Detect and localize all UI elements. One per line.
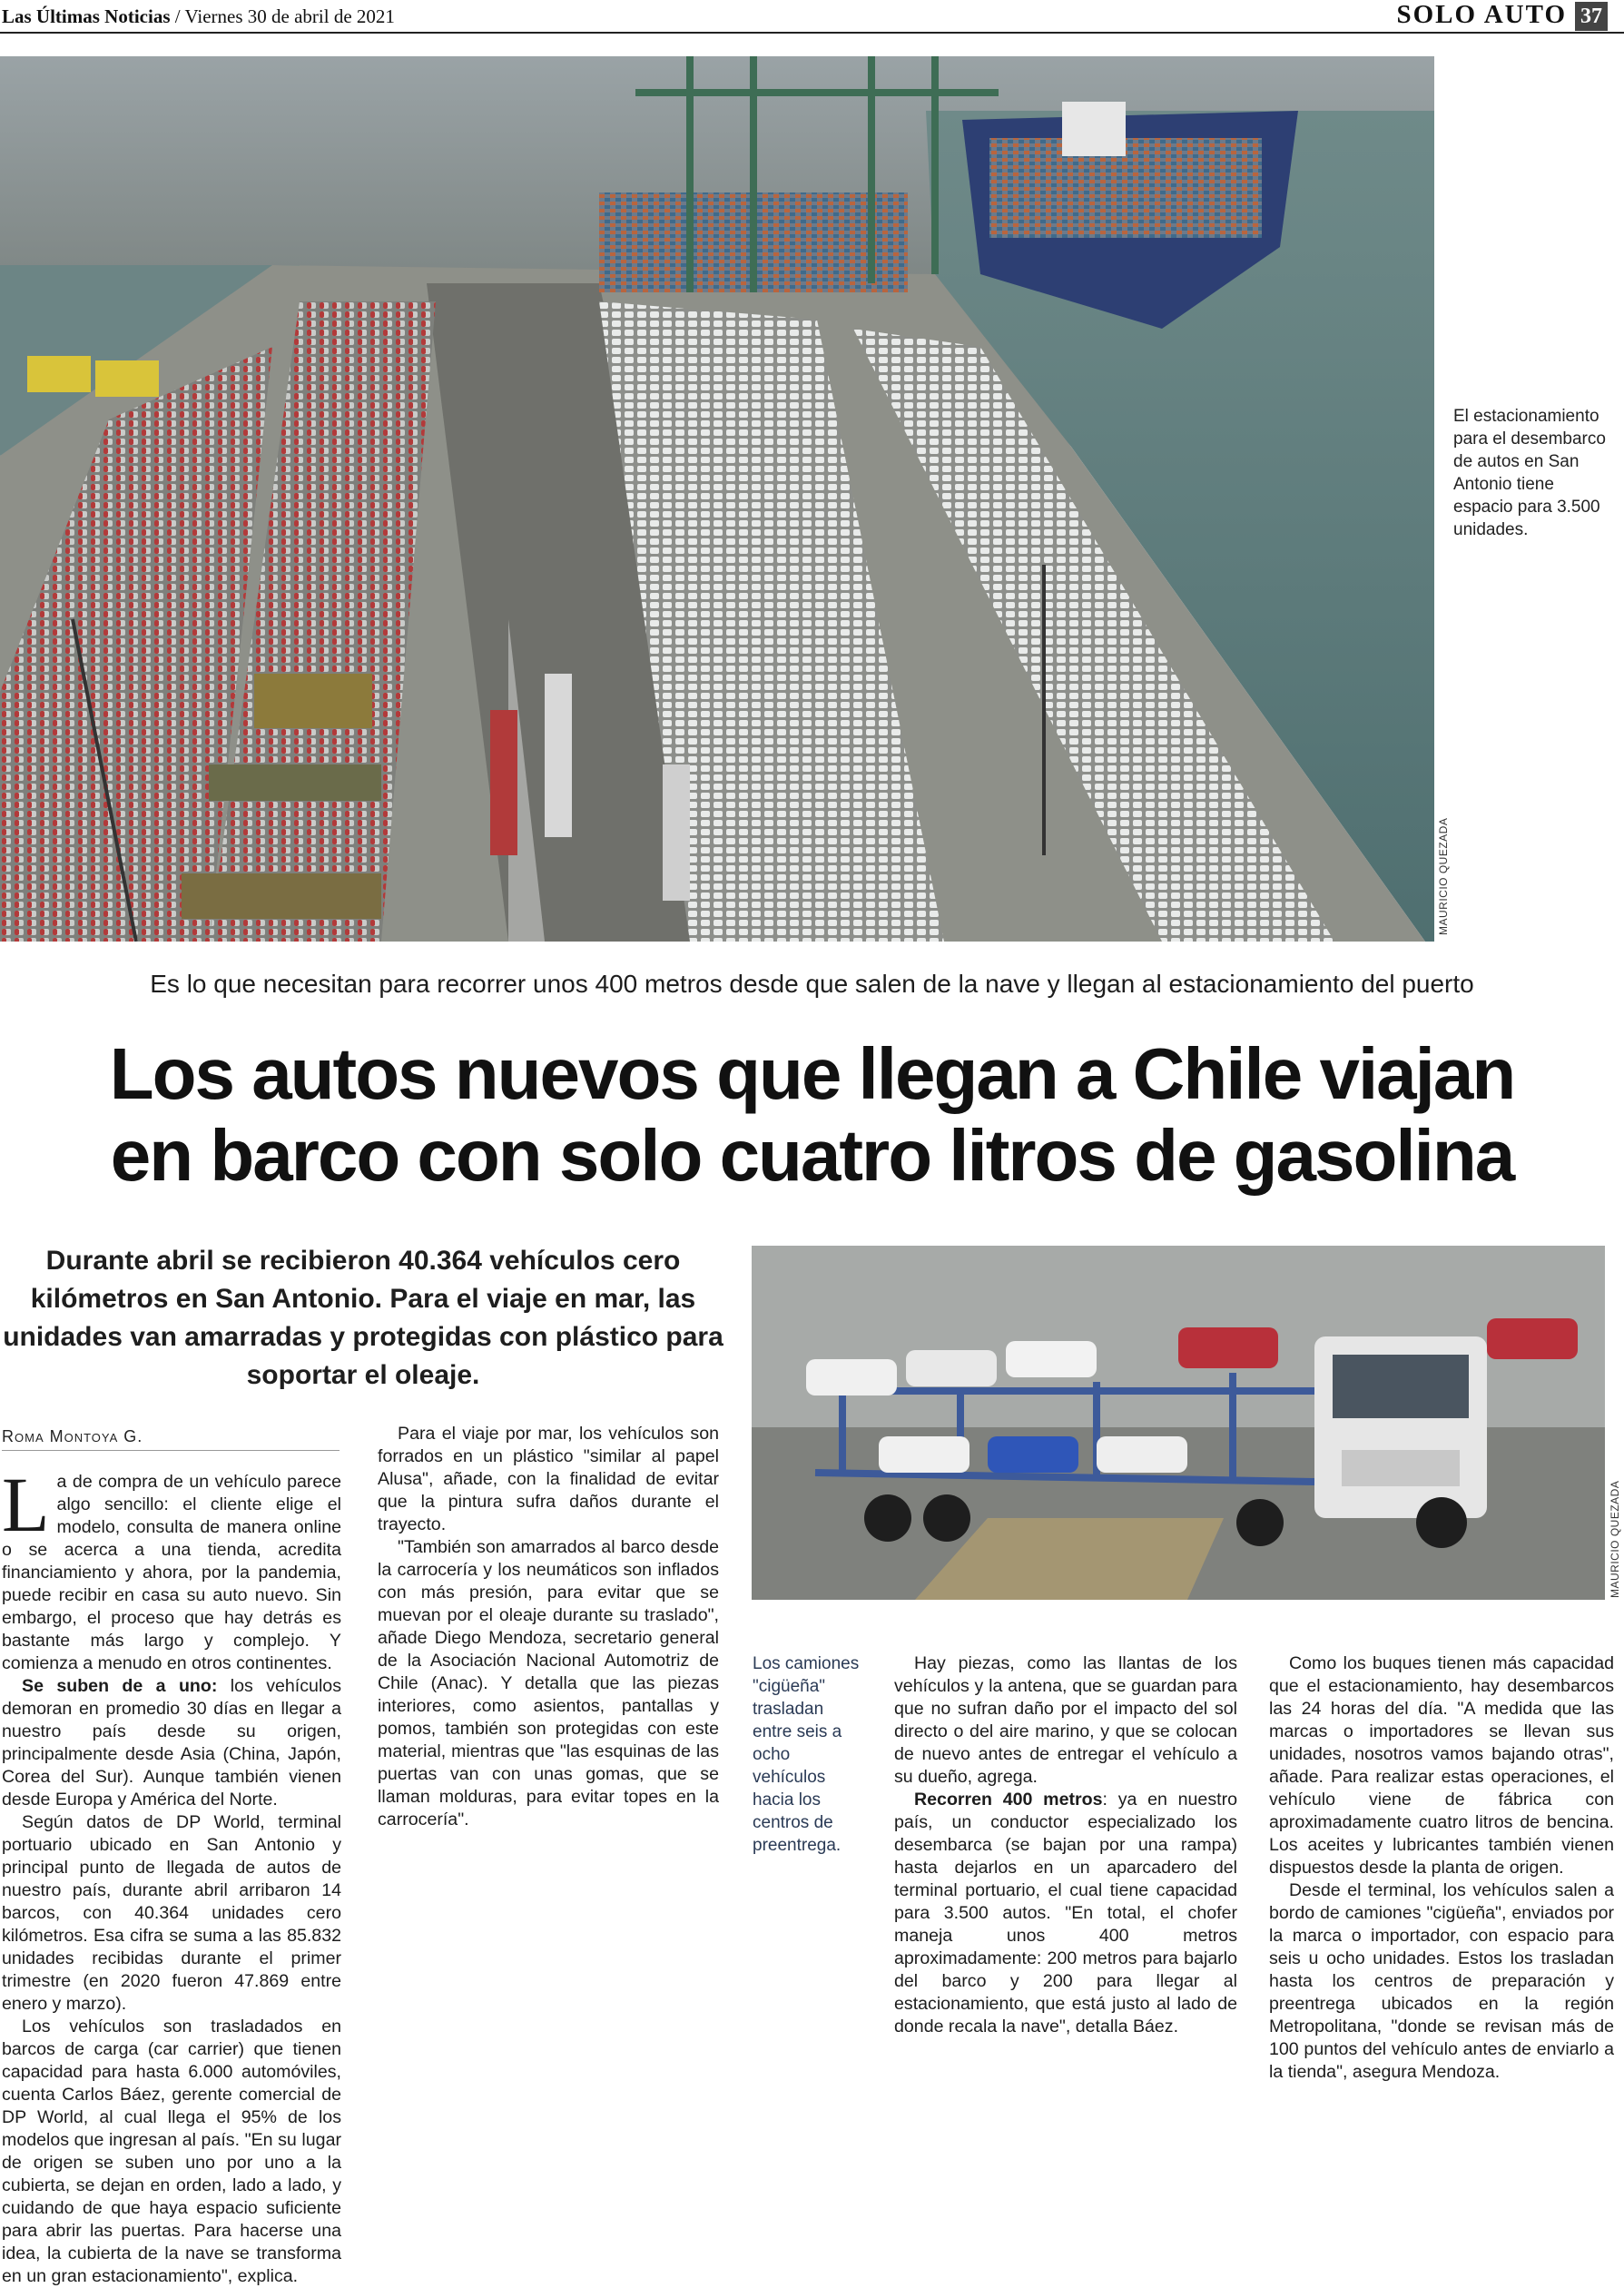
port-aerial-illustration [0,56,1434,942]
paragraph-1 [2,1461,341,1675]
paragraph-2 [2,1675,341,1811]
article-column-1 [2,1461,341,2288]
paragraph-7: Hay piezas, como las llantas de los vehículos y la antena, que se guardan para que no sufran daño por el impacto del sol directo o del aire marino, y que se colocan de nuevo antes de entregar el vehículo a su dueño, agrega. [894,1653,1237,1787]
paragraph-10: Desde el terminal, los vehículos salen a bordo de camiones "cigüeña", enviados por la marca o importador, con espacio para seis u ocho unidades. Estos los trasladan hasta los centros de preparación y preentrega ubicados en la región Metropolitana, "donde se revisan más de 100 puntos del vehículo antes de enviarlo a la tienda", asegura Mendoza. [1269,1880,1614,2082]
paper-name: Las Últimas Noticias [2,5,171,27]
article-column-3 [894,1652,1237,2038]
headline [0,1033,1624,1197]
byline-rule [2,1450,340,1451]
header-separator: / [174,5,181,27]
photo-caption-truck: Los camiones "cigüeña" trasladan entre seis a ocho vehículos hacia los centros de preentrega. [753,1654,860,1855]
paragraph-2-text: los vehículos demoran en promedio 30 días en llegar a nuestro país desde su origen, principalmente desde Asia (China, Japón, Corea del Sur). Aunque también vienen desde Europa y América del Norte. [2,1676,341,1810]
deck: Durante abril se recibieron 40.364 vehículos cero kilómetros en San Antonio. Para el viaje en mar, las unidades van amarradas y protegidas con plástico para soportar el oleaje. [3,1246,723,1390]
port-parking-photo [0,56,1434,942]
issue-date: Viernes 30 de abril de 2021 [184,5,395,27]
byline: Roma Montoya G. [2,1427,143,1445]
subhead-recorren: Recorren 400 metros [914,1790,1103,1810]
paragraph-1-text: a de compra de un vehículo parece algo sencillo: el cliente elige el modelo, consulta de manera online o se acerca a una tienda, acredita financiamiento y ahora, por la pandemia, puede recibir en casa su auto nuevo. Sin embargo, el proceso que hay detrás es bastante más largo y complejo. Y comienza a menudo en otros continentes. [2,1472,341,1673]
photo-credit-top: MAURICIO QUEZADA [1437,817,1450,935]
photo-credit-truck: MAURICIO QUEZADA [1609,1480,1621,1598]
car-carrier-illustration [752,1246,1605,1600]
paragraph-3: Según datos de DP World, terminal portuario ubicado en San Antonio y principal punto de llegada de autos de nuestro país, durante abril arribaron 14 barcos, con 40.364 unidades cero kilómetros. Esa cifra se suma a las 85.832 unidades recibidas durante el primer trimestre (en 2020 fueron 47.869 entre enero y marzo). [2,1812,341,2014]
paragraph-9: Como los buques tienen más capacidad que el estacionamiento, hay desembarcos las 24 horas del día. "A medida que las marcas o importadores se llevan sus unidades, nosotros vamos bajando otras", añade. Para realizar estas operaciones, el vehículo viene de fábrica con aproximadamente cuatro litros de bencina. Los aceites y lubricantes también vienen dispuestos desde la planta de origen. [1269,1653,1614,1878]
headline-line-1: Los autos nuevos que llegan a Chile viajan [109,1033,1515,1114]
car-carrier-truck-photo [752,1246,1605,1600]
photo-caption-top: El estacionamiento para el desembarco de autos en San Antonio tiene espacio para 3.500 unidades. [1453,407,1606,539]
paragraph-6: "También son amarrados al barco desde la carrocería y los neumáticos son inflados con más presión, para evitar que se muevan por el oleaje durante su traslado", añade Diego Mendoza, secretario general de la Asociación Nacional Automotriz de Chile (Anac). Y detalla que las piezas interiores, como asientos, pantallas y pomos, también son protegidas con este material, mientras que "las esquinas de las puertas van con unas gomas, que se llaman molduras, para evitar topes en la carrocería". [378,1537,719,1829]
page-number: 37 [1575,2,1608,31]
article-column-2 [378,1423,719,1831]
page-header [0,0,1624,33]
subhead-se-suben: Se suben de a uno: [22,1676,218,1696]
paragraph-5: Para el viaje por mar, los vehículos son forrados en un plástico "similar al papel Alusa", añade, con la finalidad de evitar que la pintura sufra daños durante el trayecto. [378,1424,719,1534]
headline-line-2: en barco con solo cuatro litros de gasolina [110,1115,1514,1196]
drop-cap: L [2,1461,50,1548]
header-rule [0,32,1624,34]
paragraph-8-text: : ya en nuestro país, un conductor especializado los desembarca (se bajan por una rampa) hasta dejarlos en un aparcadero del terminal portuario, el cual tiene capacidad para 3.500 autos. "En total, el chofer maneja unos 400 metros aproximadamente: 200 metros para bajarlo del barco y 200 para llegar al estacionamiento, que está justo al lado de donde recala la nave", detalla Báez. [894,1790,1237,2037]
paragraph-4: Los vehículos son trasladados en barcos de carga (car carrier) que tienen capacidad para hasta 6.000 automóviles, cuenta Carlos Báez, gerente comercial de DP World, al cual llega el 95% de los modelos que ingresan al país. "En su lugar de origen se suben uno por uno a la cubierta, se dejan en orden, lado a lado, y cuidando de que haya espacio suficiente para abrir las puertas. Para hacerse una idea, la cubierta de la nave se transforma en un gran estacionamiento", explica. [2,2017,341,2286]
paragraph-8 [894,1789,1237,2038]
section-name: SOLO AUTO [1396,0,1567,29]
kicker: Es lo que necesitan para recorrer unos 400 metros desde que salen de la nave y llegan al estacionamiento del puerto [150,970,1474,998]
article-column-4 [1269,1652,1614,2084]
masthead [2,5,395,28]
